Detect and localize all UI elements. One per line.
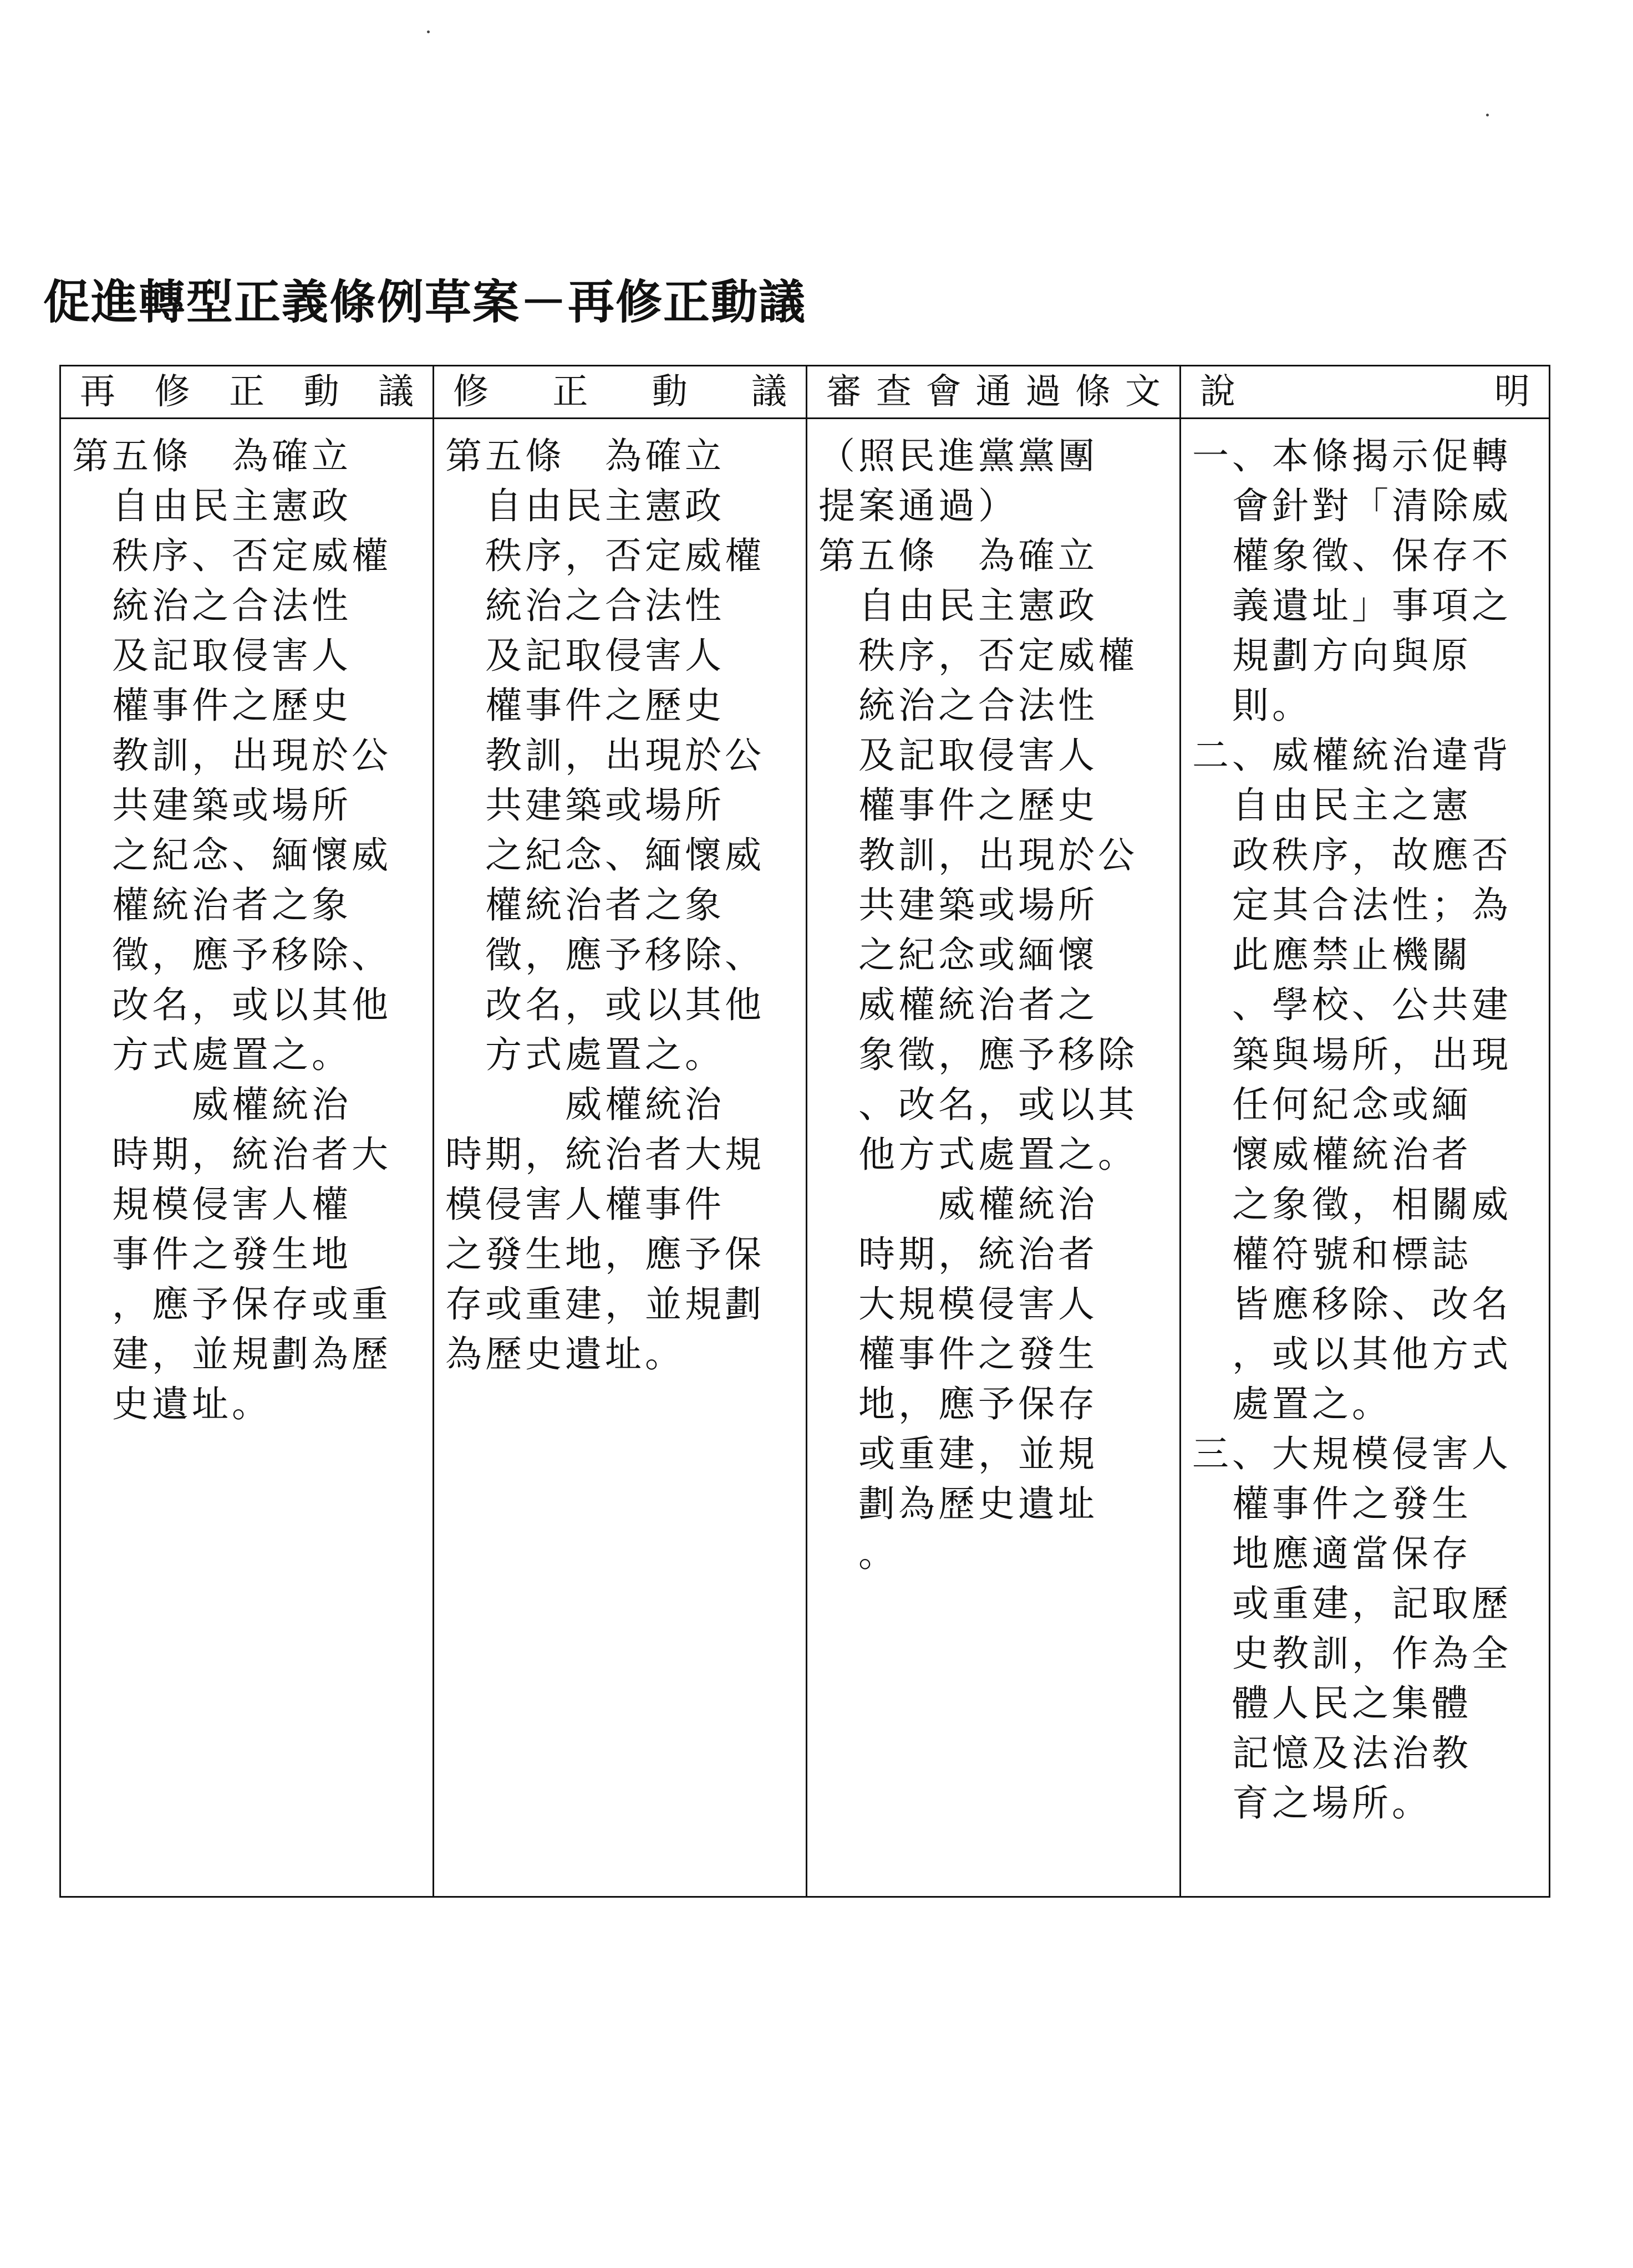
text-line: 地，應予保存 <box>818 1383 1098 1425</box>
header-char: 條 <box>1075 371 1111 412</box>
text-line: 象徵，應予移除 <box>818 1033 1138 1076</box>
text-line: 之紀念、緬懷威 <box>72 834 391 876</box>
text-line: 徵，應予移除、 <box>445 934 765 976</box>
text-line: 統治之合法性 <box>445 584 725 627</box>
text-line: 方式處置之。 <box>72 1033 352 1076</box>
text-line: 提案通過） <box>818 485 1018 527</box>
header-char: 再 <box>80 371 115 412</box>
text-line: 及記取侵害人 <box>818 734 1098 777</box>
text-line: 任何紀念或緬 <box>1192 1083 1472 1126</box>
text-line: 史遺址。 <box>72 1383 272 1425</box>
header-char: 明 <box>1494 371 1530 412</box>
header-resubmitted-motion <box>60 366 434 419</box>
text-line: 三、大規模侵害人 <box>1192 1433 1512 1475</box>
text-line: 秩序、否定威權 <box>72 534 391 577</box>
table-body-row <box>60 419 1550 1897</box>
text-line: 教訓，出現於公 <box>72 734 391 777</box>
text-line: 定其合法性；為 <box>1192 884 1512 926</box>
text-line: 教訓，出現於公 <box>445 734 765 777</box>
text-line: 第五條 為確立 <box>72 435 352 477</box>
header-char: 修 <box>453 371 489 412</box>
text-line: 皆應移除、改名 <box>1192 1283 1512 1326</box>
text-line: 及記取侵害人 <box>72 634 352 677</box>
text-line: 或重建，並規 <box>818 1433 1098 1475</box>
text-line: 權統治者之象 <box>72 884 352 926</box>
text-line: 大規模侵害人 <box>818 1283 1098 1326</box>
cell-resubmitted-motion <box>60 419 434 1897</box>
header-char: 通 <box>975 371 1011 412</box>
header-char: 查 <box>876 371 912 412</box>
text-line: 懷威權統治者 <box>1192 1133 1472 1176</box>
text-line: 共建築或場所 <box>72 784 352 827</box>
text-line: 規模侵害人權 <box>72 1183 352 1226</box>
text-line: 政秩序，故應否 <box>1192 834 1512 876</box>
text-line: ，或以其他方式 <box>1192 1333 1512 1375</box>
text-line: 時期，統治者大 <box>72 1133 391 1176</box>
text-line: 之紀念、緬懷威 <box>445 834 765 876</box>
text-line: 權事件之歷史 <box>818 784 1098 827</box>
text-line: 會針對「清除威 <box>1192 485 1512 527</box>
header-char: 議 <box>378 371 414 412</box>
text-line: 統治之合法性 <box>72 584 352 627</box>
header-char: 文 <box>1125 371 1161 412</box>
text-line: 體人民之集體 <box>1192 1682 1472 1725</box>
cell-amendment-motion <box>434 419 807 1897</box>
text-line: 權事件之歷史 <box>72 684 352 727</box>
text-line: 權事件之發生 <box>818 1333 1098 1375</box>
text-line: 築與場所，出現 <box>1192 1033 1512 1076</box>
header-char: 說 <box>1200 371 1235 412</box>
header-char: 動 <box>303 371 339 412</box>
text-line: 自由民主憲政 <box>72 485 352 527</box>
text-line: 教訓，出現於公 <box>818 834 1138 876</box>
text-line: 自由民主之憲 <box>1192 784 1472 827</box>
text-line: 義遺址」事項之 <box>1192 584 1512 627</box>
header-char: 會 <box>925 371 962 412</box>
text-line: 威權統治者之 <box>818 983 1098 1026</box>
text-line: 威權統治 <box>72 1083 352 1126</box>
text-line: 或重建，記取歷 <box>1192 1582 1512 1625</box>
header-char: 過 <box>1025 371 1061 412</box>
header-amendment-motion <box>434 366 807 419</box>
text-line: 為歷史遺址。 <box>445 1333 685 1375</box>
text-line: 權事件之歷史 <box>445 684 725 727</box>
text-line: 劃為歷史遺址 <box>818 1482 1098 1525</box>
text-line: 此應禁止機關 <box>1192 934 1472 976</box>
scan-speck <box>427 30 430 33</box>
header-char: 正 <box>552 371 588 412</box>
text-line: 威權統治 <box>818 1183 1098 1226</box>
text-line: 。 <box>818 1532 898 1575</box>
text-line: 秩序，否定威權 <box>818 634 1138 677</box>
text-line: 二、威權統治違背 <box>1192 734 1512 777</box>
text-line: 事件之發生地 <box>72 1233 352 1276</box>
text-line: 權統治者之象 <box>445 884 725 926</box>
text-line: 方式處置之。 <box>445 1033 725 1076</box>
text-line: 之發生地，應予保 <box>445 1233 765 1276</box>
cell-explanation <box>1181 419 1550 1897</box>
header-explanation <box>1181 366 1550 419</box>
header-char: 修 <box>154 371 190 412</box>
text-line: 統治之合法性 <box>818 684 1098 727</box>
text-line: 改名，或以其他 <box>72 983 391 1026</box>
header-char: 議 <box>751 371 787 412</box>
comparison-table <box>59 365 1550 1898</box>
text-line: 模侵害人權事件 <box>445 1183 725 1226</box>
text-line: 及記取侵害人 <box>445 634 725 677</box>
text-line: 權事件之發生 <box>1192 1482 1472 1525</box>
text-line: 、改名，或以其 <box>818 1083 1138 1126</box>
header-char: 動 <box>652 371 688 412</box>
text-line: 改名，或以其他 <box>445 983 765 1026</box>
text-line: 存或重建，並規劃 <box>445 1283 765 1326</box>
text-line: 自由民主憲政 <box>818 584 1098 627</box>
text-line: 則。 <box>1192 684 1312 727</box>
text-line: ，應予保存或重 <box>72 1283 391 1326</box>
text-line: 規劃方向與原 <box>1192 634 1472 677</box>
text-line: 時期，統治者大規 <box>445 1133 765 1176</box>
text-line: 自由民主憲政 <box>445 485 725 527</box>
text-line: 秩序，否定威權 <box>445 534 765 577</box>
text-line: 、學校、公共建 <box>1192 983 1512 1026</box>
text-line: 他方式處置之。 <box>818 1133 1138 1176</box>
text-line: 共建築或場所 <box>818 884 1098 926</box>
text-line: （照民進黨黨團 <box>818 435 1098 477</box>
cell-committee-passed-text <box>807 419 1181 1897</box>
text-line: 時期，統治者 <box>818 1233 1098 1276</box>
text-line: 共建築或場所 <box>445 784 725 827</box>
header-char: 正 <box>229 371 264 412</box>
text-line: 地應適當保存 <box>1192 1532 1472 1575</box>
header-committee-passed-text <box>807 366 1181 419</box>
text-line: 第五條 為確立 <box>818 534 1098 577</box>
text-line: 記憶及法治教 <box>1192 1732 1472 1775</box>
scan-speck <box>1486 114 1489 116</box>
text-line: 建，並規劃為歷 <box>72 1333 391 1375</box>
text-line: 處置之。 <box>1192 1383 1392 1425</box>
text-line: 第五條 為確立 <box>445 435 725 477</box>
text-line: 威權統治 <box>445 1083 725 1126</box>
text-line: 權符號和標誌 <box>1192 1233 1472 1276</box>
text-line: 權象徵、保存不 <box>1192 534 1512 577</box>
text-line: 之象徵，相關威 <box>1192 1183 1512 1226</box>
header-char: 審 <box>826 371 862 412</box>
text-line: 史教訓，作為全 <box>1192 1632 1512 1675</box>
text-line: 之紀念或緬懷 <box>818 934 1098 976</box>
text-line: 一、本條揭示促轉 <box>1192 435 1512 477</box>
table-header-row <box>60 366 1550 419</box>
text-line: 育之場所。 <box>1192 1782 1432 1824</box>
text-line: 徵，應予移除、 <box>72 934 391 976</box>
page-title: 促進轉型正義條例草案－再修正動議 <box>43 275 807 329</box>
